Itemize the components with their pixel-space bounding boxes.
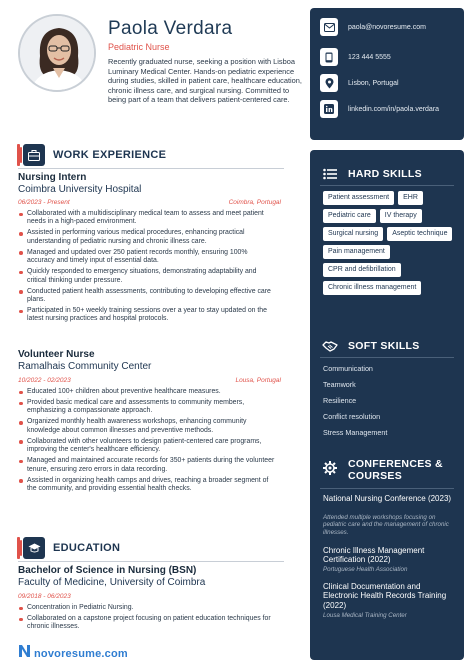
education-date: 09/2018 - 06/2023 <box>18 593 71 600</box>
education-header <box>23 537 120 559</box>
sidebar-panel <box>310 150 464 660</box>
graduation-cap-icon <box>23 537 45 559</box>
gear-icon <box>320 458 340 478</box>
profile-summary: Recently graduated nurse, seeking a position with Lisboa Luminary Medical Center. Hands-on pediatric experience during studies, skilled in patient care, healthcare education, chronic illness care, and surgical nursing. Committed to being part of a team that delivers patient-centered care. <box>108 57 302 105</box>
education-bullets <box>18 604 276 634</box>
bullet-item: Managed and maintained accurate records for 350+ patients during the volunteer tenure, ensuring zero errors in data recording. <box>18 457 276 474</box>
section-title: WORK EXPERIENCE <box>53 149 167 161</box>
contact-phone[interactable]: 123 444 5555 <box>320 48 391 66</box>
email-icon <box>320 18 338 36</box>
hard-skills-list <box>323 191 453 295</box>
hard-skills-header <box>320 164 422 184</box>
skill-chip: IV therapy <box>380 209 422 223</box>
contact-email[interactable]: paola@novoresume.com <box>320 18 426 36</box>
section-title: HARD SKILLS <box>348 168 422 180</box>
bullet-item: Organized monthly health awareness workshops, enhancing community knowledge about common illnesses and preventive methods. <box>18 418 276 435</box>
skill-chip: Surgical nursing <box>323 227 383 241</box>
bullet-item: Managed and updated over 250 patient records monthly, ensuring 100% accuracy and timely input of essential data. <box>18 249 276 266</box>
soft-skill-item: Teamwork <box>323 380 356 389</box>
bullet-item: Concentration in Pediatric Nursing. <box>18 604 276 612</box>
bullet-item: Participated in 50+ weekly training sessions over a year to stay updated on the latest nursing practices and hospital protocols. <box>18 307 276 324</box>
contact-linkedin[interactable]: linkedin.com/in/paola.verdara <box>320 100 439 118</box>
bullet-item: Collaborated with other volunteers to design patient-centered care programs, improving the center's healthcare efficiency. <box>18 438 276 455</box>
bullet-item: Collaborated on a capstone project focusing on patient education techniques for chronic illnesses. <box>18 615 276 632</box>
job-organization: Coimbra University Hospital <box>18 184 142 195</box>
work-experience-header <box>23 144 166 166</box>
bullet-item: Assisted in organizing health camps and drives, reaching a broader segment of the community, and providing essential health checks. <box>18 477 276 494</box>
section-title: CONFERENCES & COURSES <box>348 458 443 482</box>
brand-n-icon <box>18 644 31 663</box>
job-organization: Ramalhais Community Center <box>18 361 152 372</box>
contact-location: Lisbon, Portugal <box>320 74 399 92</box>
job-title: Volunteer Nurse <box>18 349 95 360</box>
bullet-item: Educated 100+ children about preventive healthcare measures. <box>18 388 276 396</box>
candidate-role: Pediatric Nurse <box>108 42 170 52</box>
school-name: Faculty of Medicine, University of Coimbra <box>18 577 206 588</box>
section-divider <box>320 488 454 489</box>
list-icon <box>320 164 340 184</box>
profile-photo <box>18 14 96 92</box>
soft-skill-item: Conflict resolution <box>323 412 381 421</box>
contact-panel <box>310 8 464 140</box>
section-divider <box>320 357 454 358</box>
section-divider <box>18 561 284 562</box>
bullet-item: Conducted patient health assessments, contributing to developing effective care plans. <box>18 288 276 305</box>
skill-chip: Patient assessment <box>323 191 394 205</box>
location-pin-icon <box>320 74 338 92</box>
conferences-header <box>320 458 448 482</box>
skill-chip: Aseptic technique <box>387 227 452 241</box>
conference-description: Lousa Medical Training Center <box>323 612 407 619</box>
section-title: SOFT SKILLS <box>348 340 420 352</box>
bullet-item: Assisted in performing various medical procedures, enhancing practical understanding of pediatric nursing and chronic illness care. <box>18 229 276 246</box>
job-location: Coimbra, Portugal <box>228 199 281 206</box>
soft-skill-item: Resilience <box>323 396 357 405</box>
conference-description: Attended multiple workshops focusing on pediatric care and the management of chronic illnesses. <box>323 514 449 536</box>
bullet-item: Collaborated with a multidisciplinary medical team to assess and meet patient needs in a high-paced environment. <box>18 210 276 227</box>
job-location: Lousa, Portugal <box>235 377 281 384</box>
section-divider <box>320 185 454 186</box>
candidate-name: Paola Verdara <box>108 18 233 39</box>
skill-chip: EHR <box>398 191 423 205</box>
section-divider <box>18 168 284 169</box>
skill-chip: Pediatric care <box>323 209 376 223</box>
job-bullets <box>18 388 276 496</box>
bullet-item: Provided basic medical care and assessments to community members, emphasizing a compassionate approach. <box>18 399 276 416</box>
bullet-item: Quickly responded to emergency situations, demonstrating adaptability and critical thinking under pressure. <box>18 268 276 285</box>
conference-description: Portuguese Health Association <box>323 566 408 573</box>
job-title: Nursing Intern <box>18 172 87 183</box>
skill-chip: Pain management <box>323 245 390 259</box>
linkedin-icon <box>320 100 338 118</box>
degree-title: Bachelor of Science in Nursing (BSN) <box>18 565 197 576</box>
section-title: EDUCATION <box>53 542 121 554</box>
conference-title: Clinical Documentation and Electronic Health Records Training (2022) <box>323 582 447 610</box>
novoresume-logo: novoresume.com <box>18 644 128 663</box>
conference-title: Chronic Illness Management Certification (2022) <box>323 546 425 565</box>
phone-icon <box>320 48 338 66</box>
job-date: 06/2023 - Present <box>18 199 70 206</box>
job-bullets <box>18 210 276 326</box>
conference-title: National Nursing Conference (2023) <box>323 494 452 503</box>
soft-skill-item: Stress Management <box>323 428 388 437</box>
briefcase-icon <box>23 144 45 166</box>
job-date: 10/2022 - 02/2023 <box>18 377 71 384</box>
skill-chip: Chronic illness management <box>323 281 421 295</box>
handshake-icon <box>320 336 340 356</box>
soft-skill-item: Communication <box>323 364 373 373</box>
soft-skills-header <box>320 336 420 356</box>
skill-chip: CPR and defibrillation <box>323 263 401 277</box>
